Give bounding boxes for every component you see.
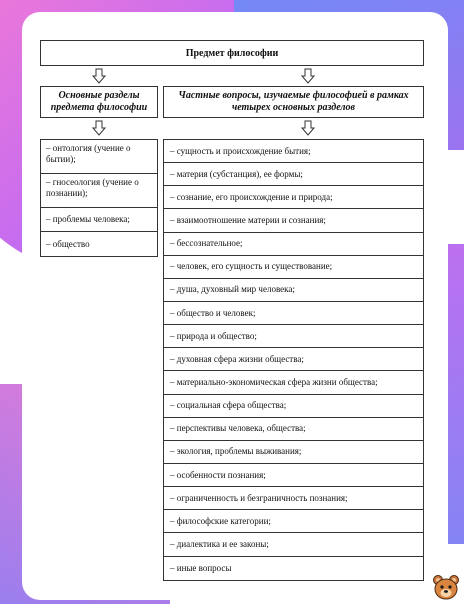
list-item: – особенности познания;: [164, 464, 423, 487]
list-item: – материально-экономическая сфера жизни общества;: [164, 371, 423, 394]
list-item: – душа, духовный мир человека;: [164, 279, 423, 302]
main-sections-list: [40, 139, 158, 257]
list-item: – сознание, его происхождение и природа;: [164, 186, 423, 209]
list-item: – онтология (учение о бытии);: [41, 140, 157, 174]
list-item: – проблемы человека;: [41, 208, 157, 232]
list-item: – общество: [46, 238, 90, 249]
list-item: – бессознательное;: [164, 233, 423, 256]
right-column-header: Частные вопросы, изучаемые философией в рамках четырех основных разделов: [163, 86, 424, 118]
diagram-title: Предмет философии: [40, 40, 424, 66]
down-arrow-icon: [300, 68, 316, 84]
list-item: – общество и человек;: [164, 302, 423, 325]
particular-questions-list: [163, 139, 424, 581]
list-item: – сущность и происхождение бытия;: [164, 140, 423, 163]
list-item: – перспективы человека, общества;: [164, 418, 423, 441]
list-item: – природа и общество;: [164, 325, 423, 348]
list-item: – экология, проблемы выживания;: [164, 441, 423, 464]
list-item: – духовная сфера жизни общества;: [164, 348, 423, 371]
left-column-header: Основные разделы предмета философии: [40, 86, 158, 118]
list-item: – иные вопросы: [170, 562, 232, 573]
list-item: – гносеология (учение о познании);: [41, 174, 157, 208]
list-item: – материя (субстанция), ее формы;: [164, 163, 423, 186]
list-item: – ограниченность и безграничность познания;: [164, 487, 423, 510]
list-item: – человек, его сущность и существование;: [164, 256, 423, 279]
list-item: – философские категории;: [164, 510, 423, 533]
list-item: – взаимоотношение материи и сознания;: [164, 209, 423, 232]
list-item: – социальная сфера общества;: [164, 395, 423, 418]
down-arrow-icon: [300, 120, 316, 136]
down-arrow-icon: [91, 68, 107, 84]
list-item: – диалектика и ее законы;: [164, 533, 423, 556]
down-arrow-icon: [91, 120, 107, 136]
bear-mascot-icon: [432, 574, 460, 600]
